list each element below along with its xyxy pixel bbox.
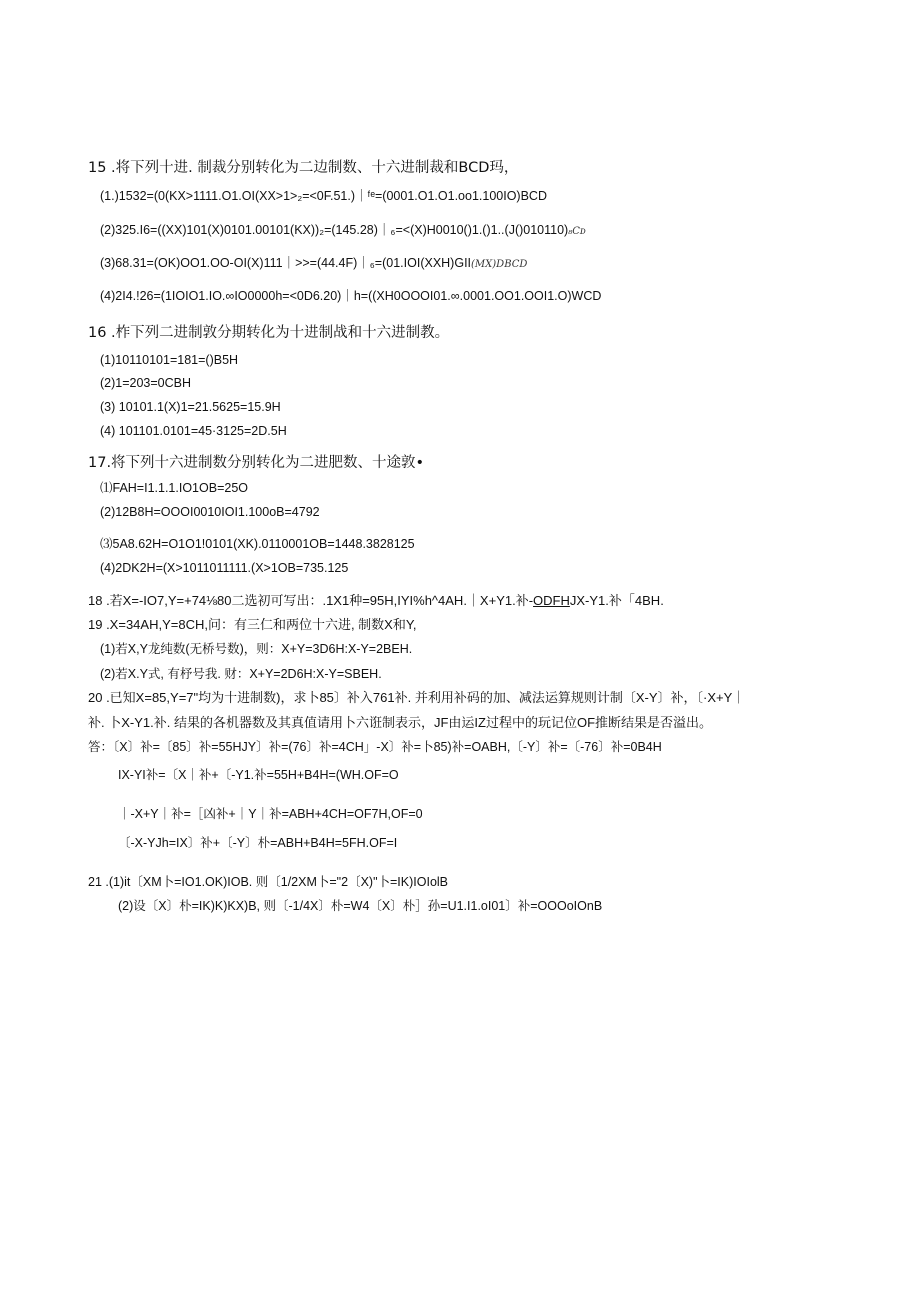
q15-title: 15 .将下列十进. 制裁分别转化为二边制数、十六进制裁和BCD玛， bbox=[88, 160, 519, 176]
q20-line-2: 补. 卜X-Y1.补. 结果的各机器数及其真值请用卜六诳制表示，JF由运IZ过程中的玩记位OF推断结果是否溢出。 bbox=[88, 715, 713, 730]
q19-title: 19 .X=34AH,Y=8CH,问：有三仁和两位十六进, 制数X和Y, bbox=[88, 617, 417, 632]
q15-line-2-tail: ₈Cᴅ bbox=[568, 226, 586, 237]
q16-line-1: (1)10110101=181=()B5H bbox=[100, 353, 239, 367]
q20-line-5: 〔-X-YJh=IX〕补+〔-Y〕朴=ABH+B4H=5FH.OF=I bbox=[118, 836, 398, 850]
q16-line-2: (2)1=203=0CBH bbox=[100, 376, 192, 390]
q17-line-1: ⑴FAH=I1.1.1.IO1OB=25O bbox=[100, 481, 248, 495]
q20-line-4: ｜-X+Y｜补=［凶补+｜Y｜补=ABH+4CH=OF7H,OF=0 bbox=[118, 807, 423, 821]
q17-line-4: (4)2DK2H=(X>1011011111.(X>1OB=735.125 bbox=[100, 561, 349, 575]
q15-line-1: (1.)1532=(0(KX>1111.O1.OI(XX>1>₂=<0F.51.)｜ᶠᵉ=(0001.O1.O1.oo1.100IO)BCD bbox=[100, 189, 547, 203]
q17-title: 17.将下列十六进制数分别转化为二进肥数、十途敦• bbox=[88, 455, 425, 471]
q21-line-1: 21 .(1)it〔XM卜=IO1.OK)IOB. 则〔1/2XM卜="2〔X)"卜=IK)IOIolB bbox=[88, 875, 449, 889]
q16-title: 16 .柞下列二进制敦分期转化为十进制战和十六进制教。 bbox=[88, 325, 450, 341]
q17-line-2: (2)12B8H=OOOI0010IOI1.100oB=4792 bbox=[100, 505, 320, 519]
q19-line-1: (1)若X,Y龙纯数(无桥号数)，则：X+Y=3D6H:X-Y=2BEH. bbox=[100, 642, 413, 656]
q20-line-3: IX-YI补=〔X｜补+〔-Y1.补=55H+B4H=(WH.OF=O bbox=[118, 768, 399, 782]
q15-line-3: (3)68.31=(OK)OO1.OO-OI(X)111｜>>=(44.4F)｜₆=(01.IOI(XXH)GII(MX)DBCD bbox=[100, 256, 528, 270]
q20-line-1: 20 .已知X=85,Y=7"均为十进制数)，求卜85〕补入761补. 并利用补码的加、减法运算规则计制〔X-Y〕补，〔·X+Y｜ bbox=[88, 690, 746, 705]
q15-line-4: (4)2I4.!26=(1IOIO1.IO.∞IO0000h=<0D6.20)｜h=((XH0OOOI01.∞.0001.OO1.OOI1.O)WCD bbox=[100, 289, 602, 303]
q16-line-3: (3) 10101.1(X)1=21.5625=15.9H bbox=[100, 400, 281, 414]
q19-line-2: (2)若X.Y式, 有杼号我. 财：X+Y=2D6H:X-Y=SBEH. bbox=[100, 667, 382, 681]
q15-line-3-tail: (MX)DBCD bbox=[471, 259, 528, 270]
q16-line-4: (4) 101101.0101=45·3125=2D.5H bbox=[100, 424, 287, 438]
q15-line-2: (2)325.I6=((XX)101(X)0101.00101(KX))₂=(145.28)｜₆=<(X)H0010()1.()1..(J()010110)₈Cᴅ bbox=[100, 223, 586, 237]
q20-answer: 答：〔X〕补=〔85〕补=55HJY〕补=(76〕补=4CH」-X〕补=卜85)补=OABH,〔-Y〕补=〔-76〕补=0B4H bbox=[88, 740, 662, 754]
q17-line-3: ⑶5A8.62H=O1O1!0101(XK).0110001OB=1448.3828125 bbox=[100, 537, 415, 551]
q18-underlined-value: ODFH bbox=[533, 593, 570, 608]
q18-line: 18 .若X=-IO7,Y=+74⅛80二选初可写出：.1X1种=95H,IYI%h^4AH.｜X+Y1.补-ODFHJX-Y1.补「4BH. bbox=[88, 593, 664, 608]
q21-line-2: (2)设〔X〕朴=IK)K)KX)B, 则〔-1/4X〕朴=W4〔X〕朴］孙=U1.I1.oI01〕补=OOOoIOnB bbox=[118, 899, 603, 913]
